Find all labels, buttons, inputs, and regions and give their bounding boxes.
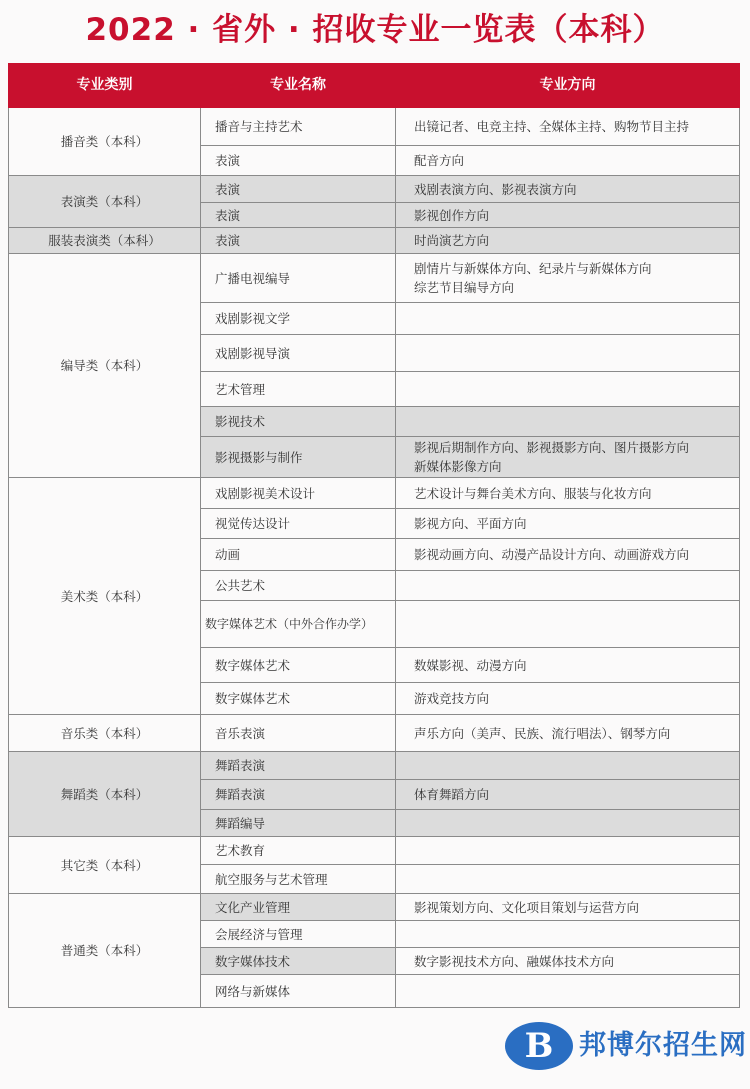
- watermark-text: 邦博尔招生网: [579, 1030, 747, 1061]
- major-cell: 舞蹈表演: [201, 780, 396, 810]
- major-cell: 航空服务与艺术管理: [201, 865, 396, 894]
- direction-cell: [396, 254, 740, 303]
- major-cell: 表演: [201, 203, 396, 228]
- major-cell: 文化产业管理: [201, 894, 396, 921]
- major-cell: 艺术管理: [201, 372, 396, 407]
- table-header-row: [9, 64, 740, 108]
- direction-cell: 出镜记者、电竞主持、全媒体主持、购物节目主持: [396, 108, 740, 146]
- major-cell: 播音与主持艺术: [201, 108, 396, 146]
- direction-cell: 时尚演艺方向: [396, 228, 740, 254]
- major-cell: 广播电视编导: [201, 254, 396, 303]
- major-cell: 动画: [201, 539, 396, 571]
- major-cell: 公共艺术: [201, 571, 396, 601]
- header-direction: 专业方向: [396, 64, 740, 108]
- table-row: [9, 837, 740, 865]
- major-cell: 影视摄影与制作: [201, 437, 396, 478]
- table-row: [9, 108, 740, 146]
- watermark-logo-icon: B: [505, 1022, 573, 1070]
- direction-cell: [396, 837, 740, 865]
- direction-cell: 影视策划方向、文化项目策划与运营方向: [396, 894, 740, 921]
- direction-cell: 数字影视技术方向、融媒体技术方向: [396, 948, 740, 975]
- direction-cell: 游戏竞技方向: [396, 683, 740, 715]
- major-cell: 表演: [201, 176, 396, 203]
- direction-cell: 数媒影视、动漫方向: [396, 648, 740, 683]
- direction-line: 新媒体影像方向: [414, 459, 502, 474]
- major-cell: 表演: [201, 228, 396, 254]
- table-row: [9, 176, 740, 203]
- table-row: [9, 254, 740, 303]
- major-cell: 会展经济与管理: [201, 921, 396, 948]
- major-cell: 戏剧影视文学: [201, 303, 396, 335]
- direction-cell: 声乐方向（美声、民族、流行唱法）、钢琴方向: [396, 715, 740, 752]
- direction-cell: [396, 335, 740, 372]
- major-cell: 视觉传达设计: [201, 509, 396, 539]
- table-row: [9, 228, 740, 254]
- direction-cell: [396, 437, 740, 478]
- direction-cell: [396, 303, 740, 335]
- major-cell: 舞蹈表演: [201, 752, 396, 780]
- major-cell: 音乐表演: [201, 715, 396, 752]
- direction-cell: [396, 865, 740, 894]
- major-cell: 影视技术: [201, 407, 396, 437]
- category-cell: 编导类（本科）: [9, 254, 201, 478]
- direction-cell: [396, 810, 740, 837]
- major-cell: 戏剧影视美术设计: [201, 478, 396, 509]
- major-cell: 表演: [201, 146, 396, 176]
- direction-line: 剧情片与新媒体方向、纪录片与新媒体方向: [414, 261, 652, 276]
- major-cell: 舞蹈编导: [201, 810, 396, 837]
- direction-cell: [396, 407, 740, 437]
- direction-cell: [396, 601, 740, 648]
- category-cell: 表演类（本科）: [9, 176, 201, 228]
- table-row: [9, 894, 740, 921]
- major-cell: 数字媒体艺术: [201, 648, 396, 683]
- header-category: 专业类别: [9, 64, 201, 108]
- direction-line: 综艺节目编导方向: [414, 280, 515, 295]
- major-cell: 网络与新媒体: [201, 975, 396, 1008]
- majors-table: [8, 63, 740, 1008]
- major-cell: 艺术教育: [201, 837, 396, 865]
- major-cell: 数字媒体技术: [201, 948, 396, 975]
- category-cell: 普通类（本科）: [9, 894, 201, 1008]
- major-cell: 数字媒体艺术: [201, 683, 396, 715]
- category-cell: 其它类（本科）: [9, 837, 201, 894]
- direction-cell: 艺术设计与舞台美术方向、服装与化妆方向: [396, 478, 740, 509]
- direction-cell: 影视方向、平面方向: [396, 509, 740, 539]
- direction-cell: 影视动画方向、动漫产品设计方向、动画游戏方向: [396, 539, 740, 571]
- category-cell: 播音类（本科）: [9, 108, 201, 176]
- page-title: 2022 · 省外 · 招收专业一览表（本科）: [85, 12, 665, 48]
- direction-cell: [396, 372, 740, 407]
- direction-cell: [396, 975, 740, 1008]
- watermark: [505, 1021, 745, 1073]
- table-row: [9, 715, 740, 752]
- header-major: 专业名称: [201, 64, 396, 108]
- category-cell: 服装表演类（本科）: [9, 228, 201, 254]
- direction-cell: [396, 752, 740, 780]
- direction-line: 影视后期制作方向、影视摄影方向、图片摄影方向: [414, 440, 690, 455]
- direction-cell: 配音方向: [396, 146, 740, 176]
- major-cell: 戏剧影视导演: [201, 335, 396, 372]
- table-row: [9, 478, 740, 509]
- direction-cell: [396, 571, 740, 601]
- direction-cell: [396, 921, 740, 948]
- direction-cell: 戏剧表演方向、影视表演方向: [396, 176, 740, 203]
- category-cell: 美术类（本科）: [9, 478, 201, 715]
- direction-cell: 影视创作方向: [396, 203, 740, 228]
- category-cell: 音乐类（本科）: [9, 715, 201, 752]
- direction-cell: 体育舞蹈方向: [396, 780, 740, 810]
- table-row: [9, 752, 740, 780]
- major-cell: 数字媒体艺术（中外合作办学）: [201, 601, 396, 648]
- category-cell: 舞蹈类（本科）: [9, 752, 201, 837]
